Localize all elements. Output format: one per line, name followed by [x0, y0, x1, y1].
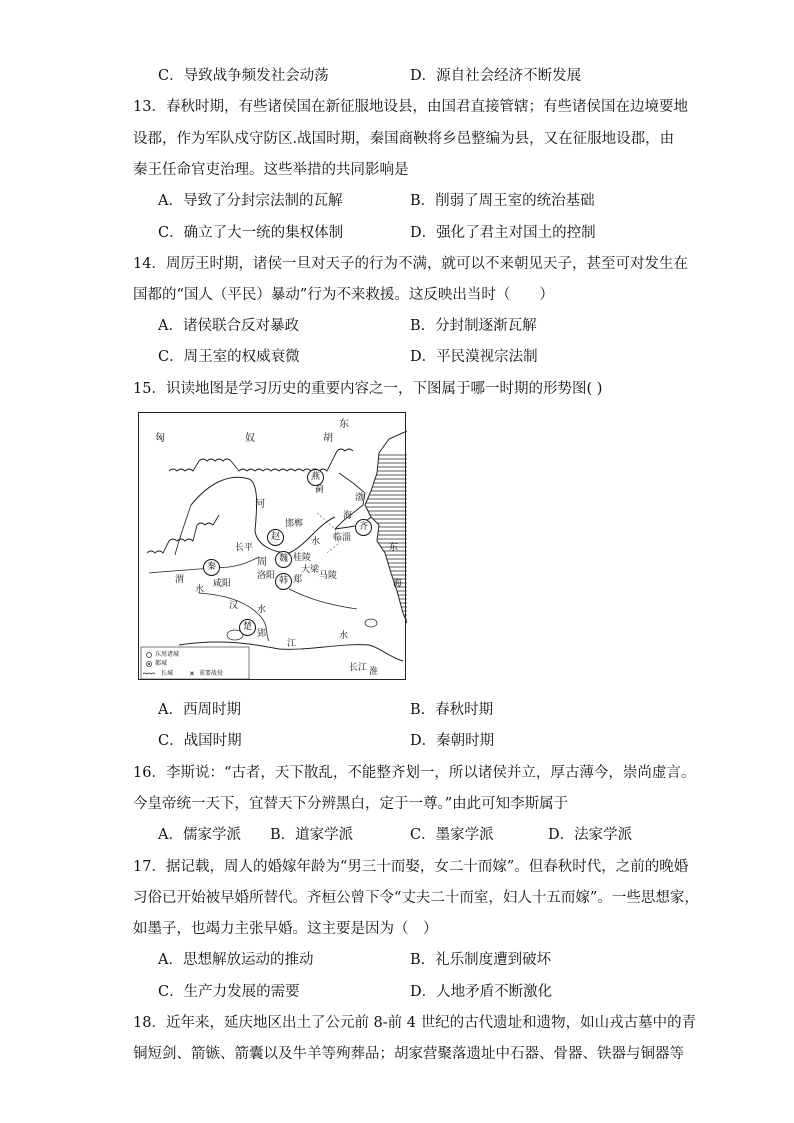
map-label-shui2: 水 [257, 605, 267, 615]
q14-stem-line2: 国都的“国人（平民）暴动”行为不来救援。这反映出当时（ ） [133, 287, 554, 303]
map-label-hai2: 海 [393, 579, 403, 589]
map-label-dong2: 东 [389, 543, 399, 553]
q14-option-d[interactable]: D．平民漠视宗法制 [410, 349, 538, 365]
q13-stem-line3: 秦王任命官吏治理。这些举措的共同影响是 [133, 162, 409, 178]
map-drawing [139, 413, 407, 681]
q17-stem-line3: 如墨子，也竭力主张早婚。这主要是因为（ ） [133, 921, 438, 937]
map-label-maling: 马陵 [319, 571, 338, 581]
legend-battles: 重要战役 [199, 670, 224, 677]
q16-option-a[interactable]: A．儒家学派 [158, 827, 241, 843]
q13-option-a[interactable]: A．导致了分封宗法制的瓦解 [158, 193, 343, 209]
q15-option-c[interactable]: C．战国时期 [158, 733, 242, 749]
q15-option-a[interactable]: A．西周时期 [158, 702, 241, 718]
q15-option-b[interactable]: B．春秋时期 [410, 702, 494, 718]
map-state-zhao: 赵 [267, 529, 284, 546]
legend-capitals: 都城 [155, 660, 168, 667]
q17-option-c[interactable]: C．生产力发展的需要 [158, 984, 300, 1000]
q15-option-d[interactable]: D．秦朝时期 [410, 733, 495, 749]
q13-option-b[interactable]: B．削弱了周王室的统治基础 [410, 193, 595, 209]
yellow-river-upper [175, 505, 191, 555]
map-label-shui: 水 [195, 585, 205, 595]
legend-capital-dot [148, 663, 150, 665]
map-label-changjiang-mouth: 长江 [349, 663, 368, 673]
map-label-shui4: 水 [311, 537, 321, 547]
great-wall-west [147, 515, 219, 553]
map-label-ji: 蓟 [315, 485, 325, 495]
warring-states-map [138, 412, 406, 680]
great-wall-north [169, 449, 353, 471]
q17-option-d[interactable]: D．人地矛盾不断激化 [410, 984, 553, 1000]
map-state-yan: 燕 [307, 469, 324, 486]
huai-river [289, 589, 357, 609]
q16-option-c[interactable]: C．墨家学派 [410, 827, 494, 843]
map-label-huai: 淮 [369, 667, 379, 677]
map-state-chu: 楚 [239, 619, 256, 636]
q12-option-d[interactable]: D．源自社会经济不断发展 [410, 68, 582, 84]
q14-option-c[interactable]: C．周王室的权威衰微 [158, 349, 300, 365]
map-label-changping: 长平 [235, 543, 254, 553]
q14-stem-line1: 14．周厉王时期，诸侯一旦对天子的行为不满，就可以不来朝见天子，甚至可对发生在 [133, 256, 688, 272]
map-label-hai: 海 [343, 511, 353, 521]
map-label-jiang: 江 [287, 639, 297, 649]
q13-stem-line2: 设郡，作为军队戍守防区.战国时期，秦国商鞅将乡邑整编为县，又在征服地设郡，由 [133, 131, 675, 147]
map-label-ying: 郢 [257, 629, 267, 639]
legend-great-wall: 长城 [161, 670, 174, 677]
q16-stem-line1: 16．李斯说：“古者，天下散乱，不能整齐划一，所以诸侯并立，厚古薄今，崇尚虚言。 [133, 765, 696, 781]
map-label-dong: 东 [339, 419, 349, 430]
map-label-wei-river: 渭 [175, 575, 185, 585]
legend-dongzhou-cities: 东周诸城 [155, 651, 180, 658]
map-label-zheng: 郑 [293, 575, 303, 585]
map-label-guiling: 桂陵 [293, 553, 312, 563]
map-label-handan: 邯郸 [285, 519, 304, 529]
q13-option-d[interactable]: D．强化了君主对国土的控制 [410, 225, 596, 241]
map-label-he: 河 [255, 499, 265, 510]
map-state-wei: 魏 [275, 551, 292, 568]
sea-area [365, 453, 407, 623]
q16-option-b[interactable]: B．道家学派 [270, 827, 354, 843]
q17-stem-line2: 习俗已开始被早婚所替代。齐桓公曾下令“丈夫二十而室，妇人十五而嫁”。一些思想家， [133, 890, 699, 906]
q16-option-d[interactable]: D．法家学派 [548, 827, 633, 843]
map-label-bohai: 渤 [355, 493, 365, 503]
map-label-zhou: 周 [257, 557, 267, 568]
q12-option-c[interactable]: C．导致战争频发社会动荡 [158, 68, 329, 84]
map-label-shui3: 水 [339, 631, 349, 641]
legend-battle-symbol: ✕ [189, 670, 195, 678]
map-label-linzi: 临淄 [333, 533, 352, 543]
q17-stem-line1: 17．据记载，周人的婚嫁年龄为“男三十而娶，女二十而嫁”。但春秋时代，之前的晚婚 [133, 859, 689, 875]
q13-option-c[interactable]: C．确立了大一统的集权体制 [158, 225, 344, 241]
map-state-qi: 齐 [355, 519, 372, 536]
lake-2 [365, 619, 377, 627]
map-label-hu: 胡 [323, 433, 333, 444]
map-state-han: 韩 [275, 573, 292, 590]
map-label-luoyang: 洛阳 [257, 571, 276, 581]
map-label-xianyang: 咸阳 [213, 579, 232, 589]
map-label-nu: 奴 [245, 433, 255, 444]
q18-stem-line2: 铜短剑、箭镞、箭囊以及牛羊等殉葬品；胡家营聚落遗址中石器、骨器、铁器与铜器等 [133, 1046, 684, 1062]
q13-stem-line1: 13．春秋时期，有些诸侯国在新征服地设县，由国君直接管辖；有些诸侯国在边境要地 [133, 99, 688, 115]
map-label-hanshui: 汉 [229, 601, 239, 611]
q15-stem-line1: 15．识读地图是学习历史的重要内容之一，下图属于哪一时期的形势图( ) [133, 381, 603, 397]
q14-option-a[interactable]: A．诸侯联合反对暴政 [158, 318, 299, 334]
q14-option-b[interactable]: B．分封制逐渐瓦解 [410, 318, 537, 334]
q16-stem-line2: 今皇帝统一天下，宜替天下分辨黑白，定于一尊。”由此可知李斯属于 [133, 796, 569, 812]
q17-option-a[interactable]: A．思想解放运动的推动 [158, 952, 314, 968]
map-label-daliang: 大梁 [301, 565, 320, 575]
map-state-qin: 秦 [203, 559, 220, 576]
map-label-xiong: 匈 [155, 433, 165, 444]
q17-option-b[interactable]: B．礼乐制度遭到破坏 [410, 952, 552, 968]
q18-stem-line1: 18．近年来，延庆地区出土了公元前 8-前 4 世纪的古代遗址和遗物，如山戎古墓中的青 [133, 1015, 697, 1031]
